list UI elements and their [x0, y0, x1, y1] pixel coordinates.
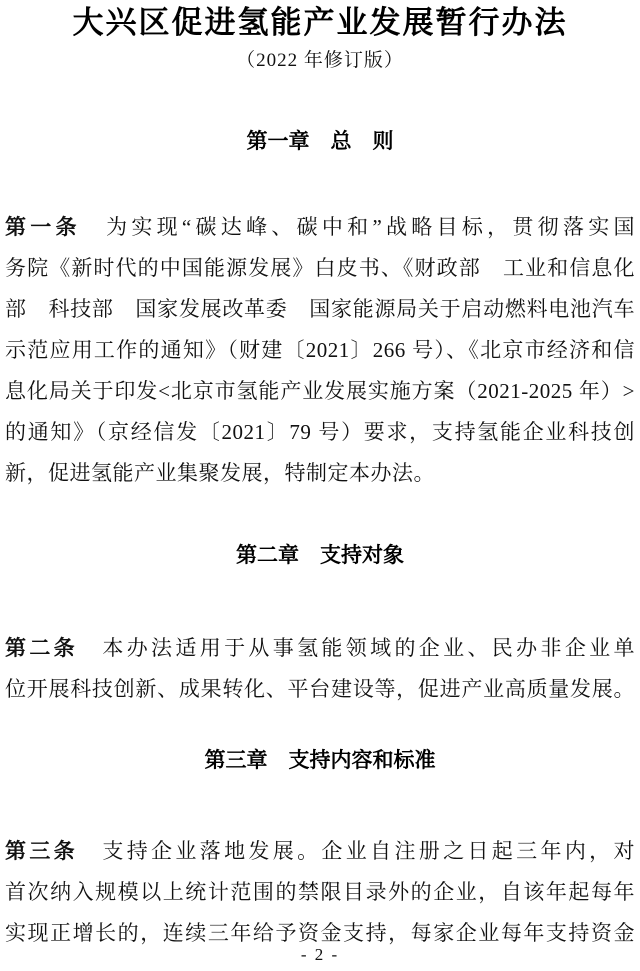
text-line: 部 科技部 国家发展改革委 国家能源局关于启动燃料电池汽车 — [5, 297, 635, 321]
text-line: 实现正增长的，连续三年给予资金支持，每家企业每年支持资金 — [5, 921, 635, 945]
text-line: 的通知》（京经信发〔2021〕79 号）要求，支持氢能企业科技创 — [5, 420, 635, 444]
text-line: 首次纳入规模以上统计范围的禁限目录外的企业，自该年起每年 — [5, 880, 635, 904]
article-2-text — [5, 628, 635, 710]
article-number-label: 第三条 — [5, 840, 79, 863]
text-line: 第三条 支持企业落地发展。企业自注册之日起三年内，对 — [5, 839, 636, 863]
chapter-3-heading: 第三章 支持内容和标准 — [204, 749, 436, 772]
chapter-2-heading: 第二章 支持对象 — [236, 544, 404, 567]
page-number: - 2 - — [300, 945, 340, 964]
text-line: 新，促进氢能产业集聚发展，特制定本办法。 — [5, 461, 435, 485]
text-line: 务院《新时代的中国能源发展》白皮书、《财政部 工业和信息化 — [5, 256, 635, 280]
article-number-label: 第一条 — [5, 216, 81, 239]
text-line: 示范应用工作的通知》（财建〔2021〕266 号）、《北京市经济和信 — [5, 338, 635, 362]
document-subtitle: （2022 年修订版） — [236, 50, 404, 71]
document-title: 大兴区促进氢能产业发展暂行办法 — [72, 5, 568, 40]
text-line: 第一条 为实现“碳达峰、碳中和”战略目标，贯彻落实国 — [5, 215, 636, 239]
text-line: 位开展科技创新、成果转化、平台建设等，促进产业高质量发展。 — [5, 677, 635, 701]
text-line: 息化局关于印发<北京市氢能产业发展实施方案（2021-2025 年）> — [5, 379, 635, 403]
text-line: 第二条 本办法适用于从事氢能领域的企业、民办非企业单 — [5, 636, 636, 660]
article-3-text — [5, 831, 635, 954]
article-1-text — [5, 207, 635, 494]
article-number-label: 第二条 — [5, 637, 79, 660]
chapter-1-heading: 第一章 总 则 — [246, 130, 394, 153]
